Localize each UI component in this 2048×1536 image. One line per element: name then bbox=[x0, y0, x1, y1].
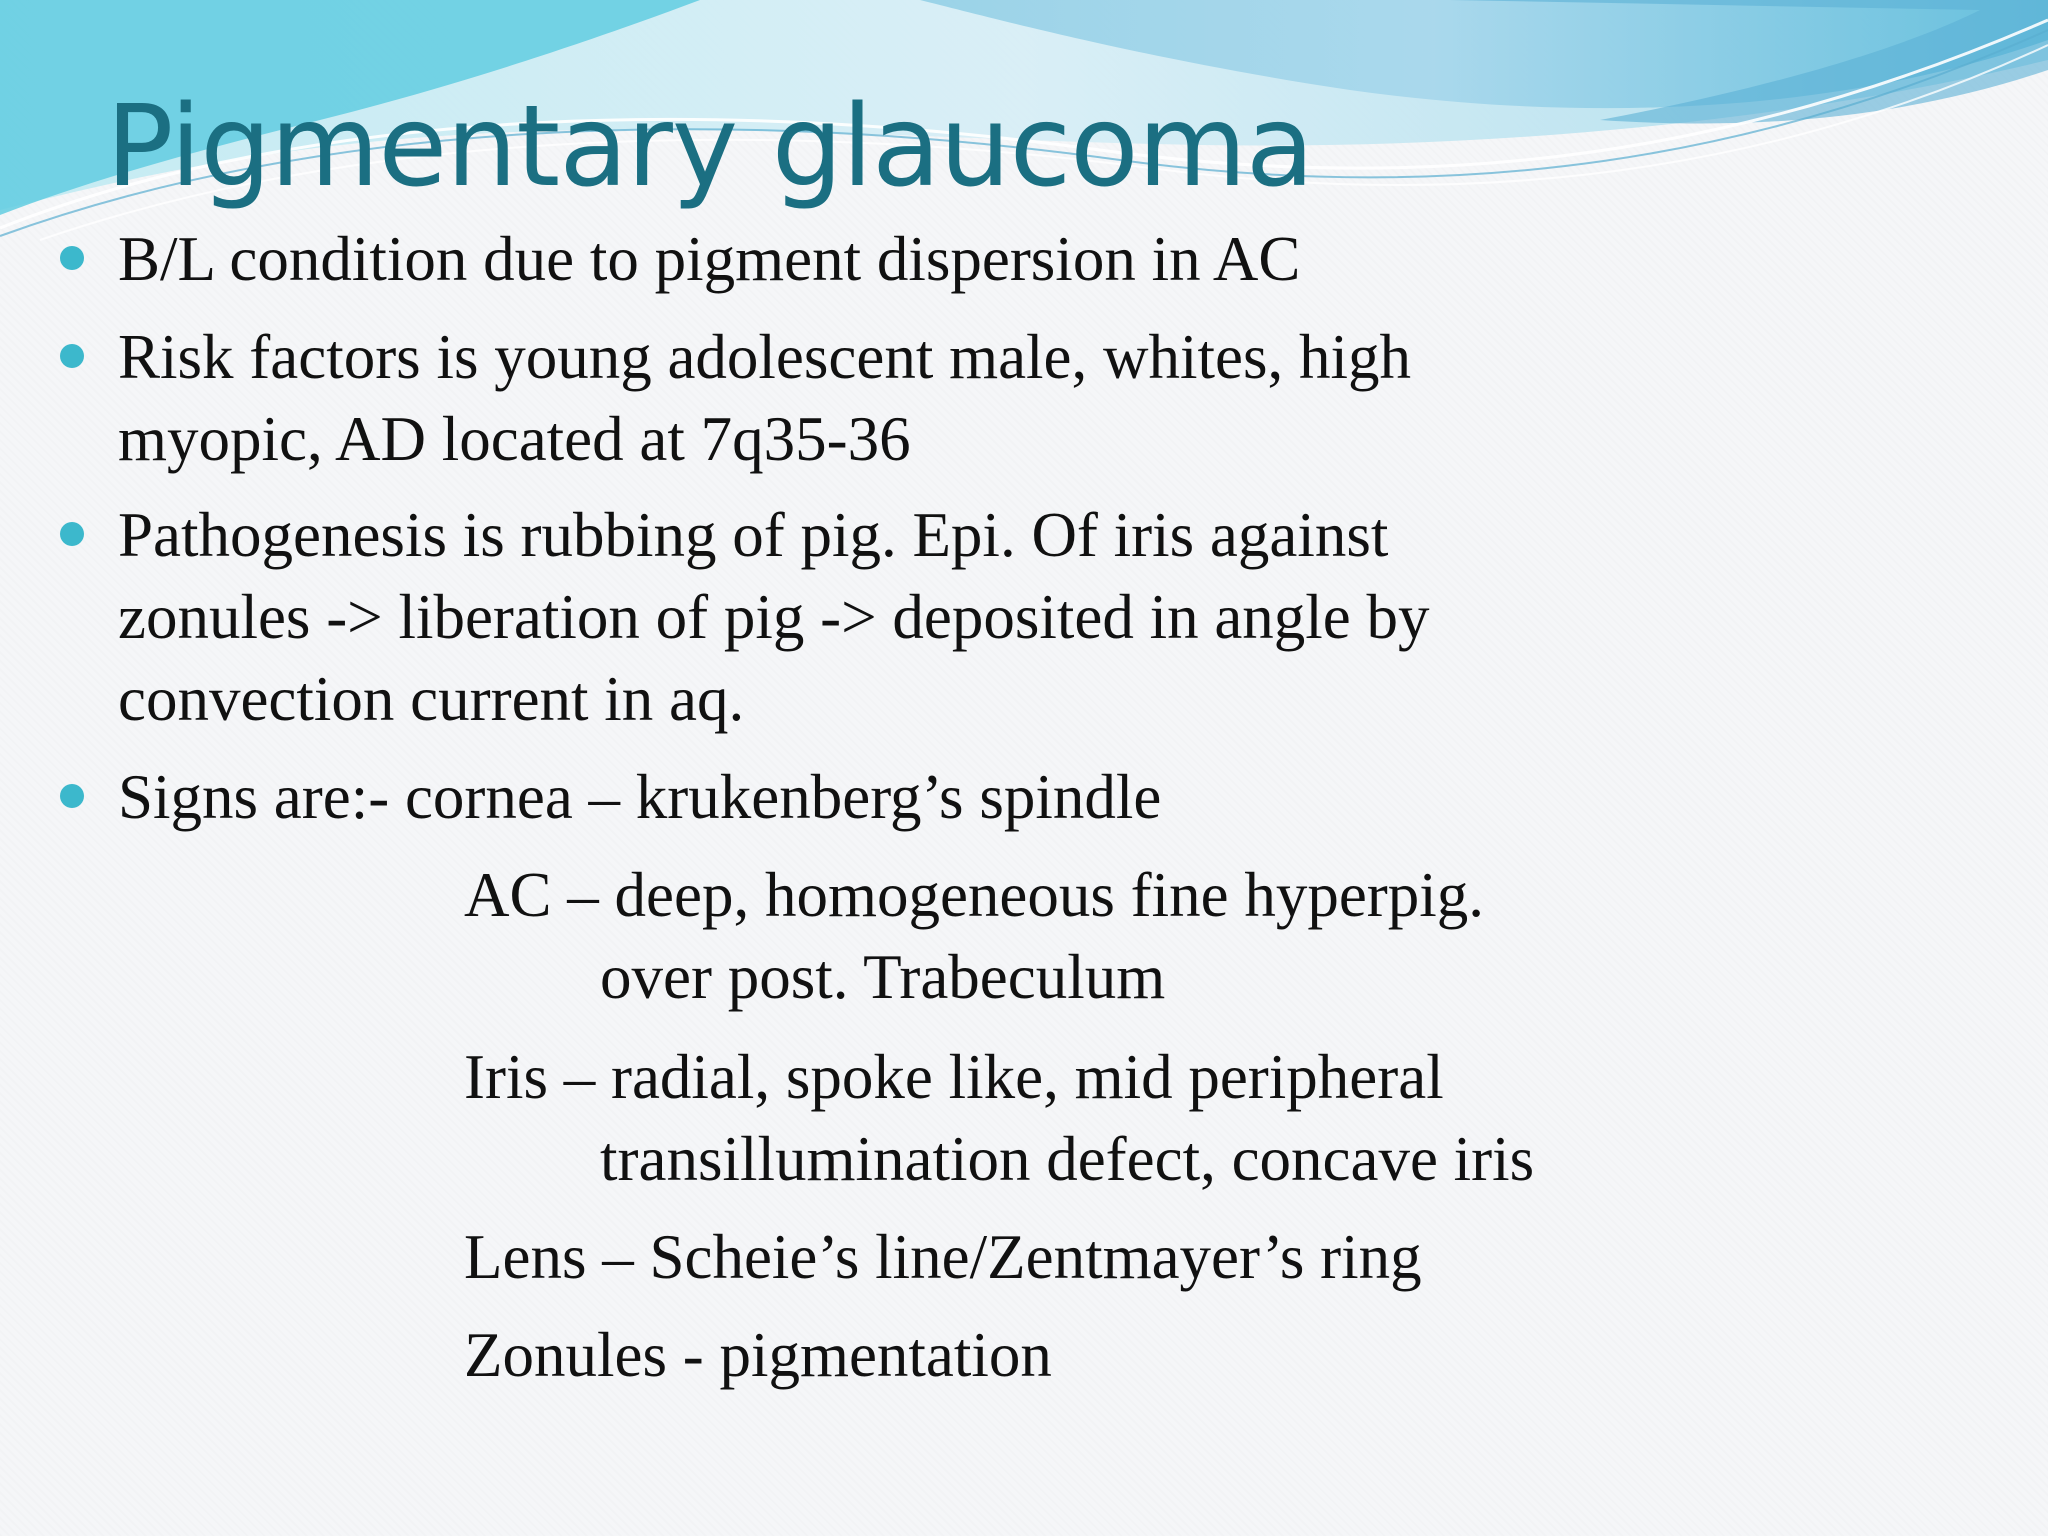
sign-iris bbox=[464, 1036, 1534, 1200]
sign-ac bbox=[464, 854, 1484, 1018]
sign-zonules bbox=[464, 1314, 1052, 1396]
bullet-item-3 bbox=[118, 494, 1430, 740]
bullet-line: B/L condition due to pigment dispersion in AC bbox=[118, 224, 1301, 294]
bullet-item-2 bbox=[118, 316, 1411, 480]
sign-line: Zonules - pigmentation bbox=[464, 1320, 1052, 1390]
bullet-line: convection current in aq. bbox=[118, 664, 745, 734]
sign-line: Iris – radial, spoke like, mid peripheral bbox=[464, 1042, 1444, 1112]
bullet-marker bbox=[60, 522, 84, 546]
bullet-line: zonules -> liberation of pig -> deposited in angle by bbox=[118, 582, 1430, 652]
bullet-marker bbox=[60, 344, 84, 368]
bullet-item-4 bbox=[118, 756, 1161, 838]
bullet-marker bbox=[60, 784, 84, 808]
bullet-marker bbox=[60, 246, 84, 270]
bullet-line: myopic, AD located at 7q35-36 bbox=[118, 404, 911, 474]
sign-lens bbox=[464, 1216, 1422, 1298]
sign-line-indented: over post. Trabeculum bbox=[600, 942, 1166, 1012]
sign-line: Lens – Scheie’s line/Zentmayer’s ring bbox=[464, 1222, 1422, 1292]
slide-title: Pigmentary glaucoma bbox=[106, 82, 1314, 212]
bullet-item-1 bbox=[118, 218, 1300, 300]
bullet-line: Signs are:- cornea – krukenberg’s spindle bbox=[118, 762, 1162, 832]
sign-line-indented: transillumination defect, concave iris bbox=[600, 1124, 1535, 1194]
bullet-line: Pathogenesis is rubbing of pig. Epi. Of iris against bbox=[118, 500, 1389, 570]
bullet-line: Risk factors is young adolescent male, whites, high bbox=[118, 322, 1412, 392]
sign-line: AC – deep, homogeneous fine hyperpig. bbox=[464, 860, 1485, 930]
